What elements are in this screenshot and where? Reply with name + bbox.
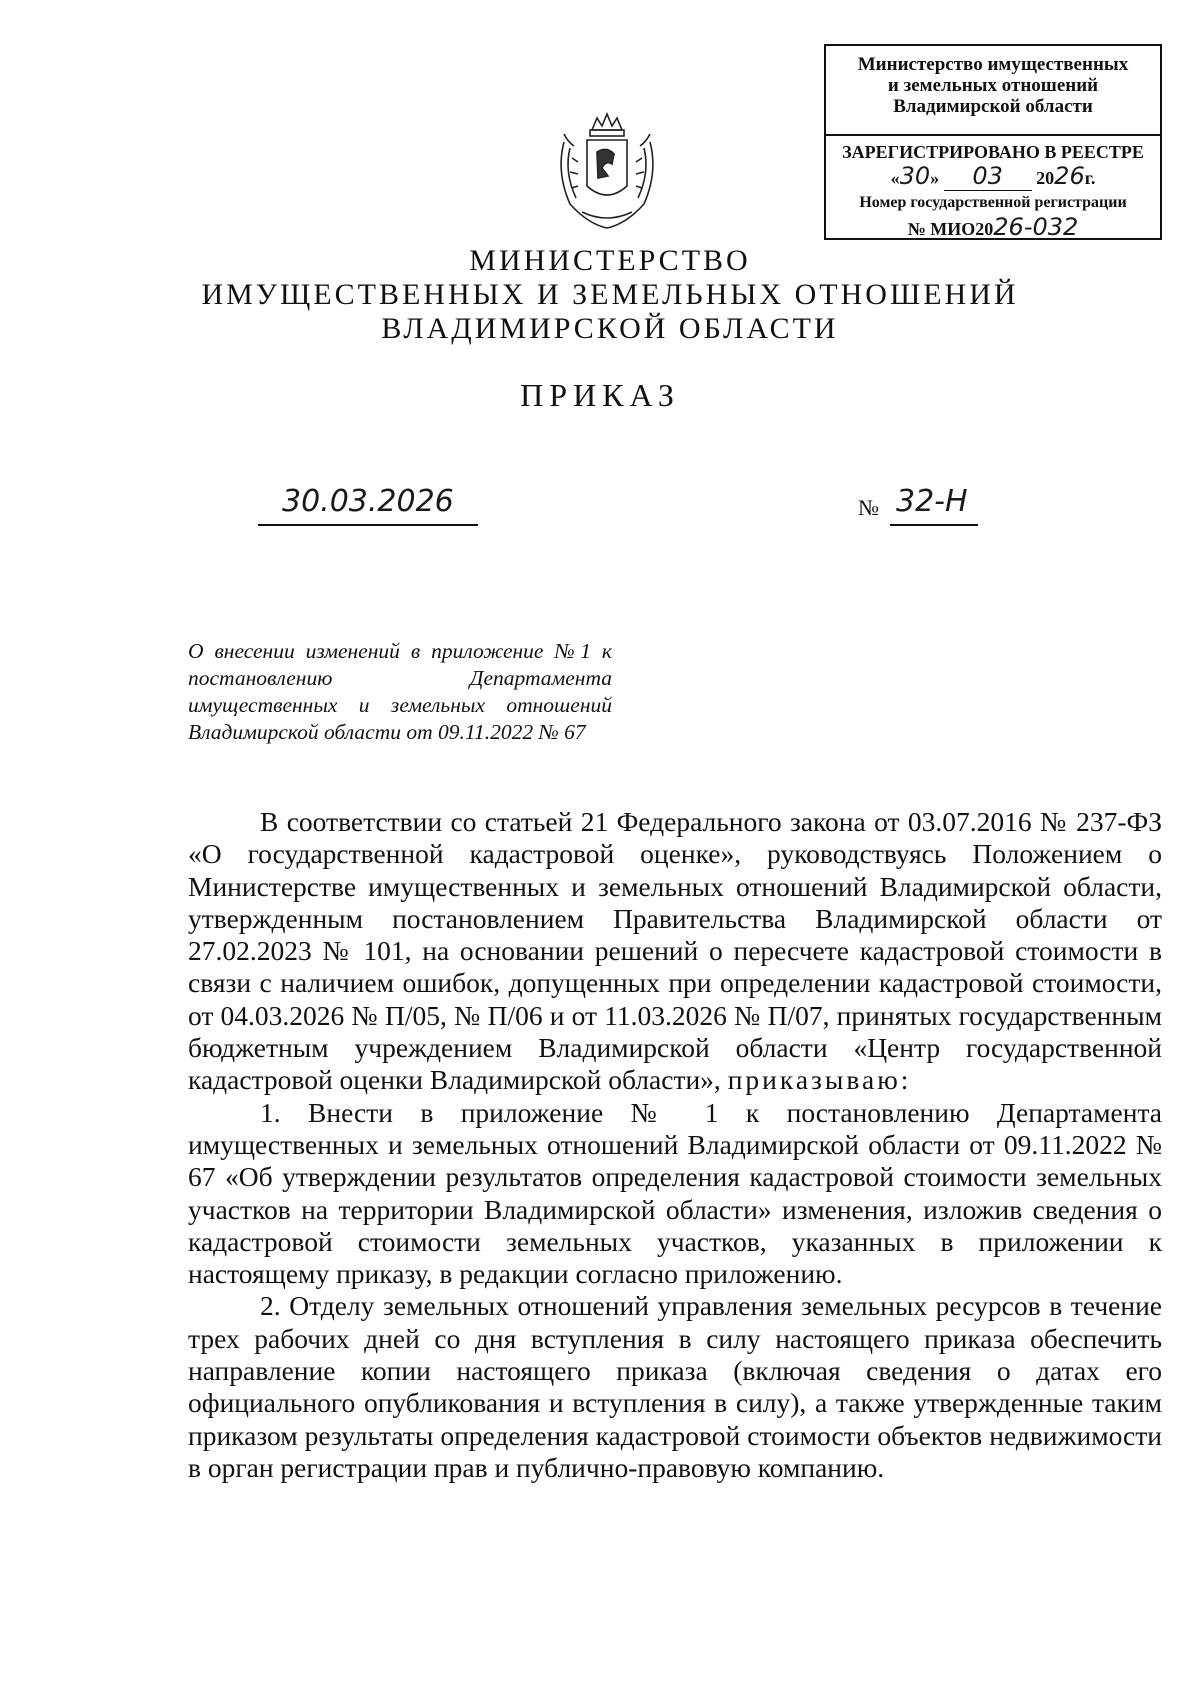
order-date-value: 30.03.2026 [282, 484, 454, 519]
stamp-year-unit: г. [1084, 168, 1096, 188]
ministry-name [150, 244, 1070, 346]
stamp-reg-number-label: Номер государственной регистрации [859, 194, 1127, 211]
order-number [890, 486, 978, 526]
order-date [258, 486, 478, 526]
stamp-reg-prefix: № МИО20 [907, 219, 994, 239]
stamp-year-prefix: 20 [1036, 168, 1055, 188]
stamp-date: «30» 03 2026г. [890, 162, 1096, 190]
stamp-org-line3: Владимирской области [893, 96, 1093, 117]
paragraph-item-1: 1. Внести в приложение № 1 к постановлению Департамента имущественных и земельных отношений Владимирской области от 09.11.2022 № 67 «Об утверждении результатов определения кадастровой стоимости земельных участков на территории Владимирской области» изменения, изложив сведения о кадастровой стоимости земельных участков, указанных в приложении к настоящему приказу, в редакции согласно приложению. [188, 1096, 1162, 1290]
registration-stamp [824, 44, 1162, 240]
stamp-day: 30 [899, 162, 931, 190]
stamp-registered-label: ЗАРЕГИСТРИРОВАНО В РЕЕСТРЕ [842, 142, 1144, 162]
preamble-command: приказываю: [727, 1064, 912, 1096]
stamp-year-suffix: 26 [1054, 162, 1085, 190]
document-body [188, 806, 1162, 1484]
document-type: ПРИКАЗ [520, 377, 680, 413]
order-number-value: 32-Н [896, 484, 968, 519]
preamble-text: В соответствии со статьей 21 Федерального закона от 03.07.2016 № 237-ФЗ «О государственной кадастровой оценке», руководствуясь Положением о Министерстве имущественных и земельных отношений Владимирской области, утвержденным постановлением Правительства Владимирской области от 27.02.2023 № 101, на основании решений о пересчете кадастровой стоимости в связи с наличием ошибок, допущенных при определении кадастровой стоимости, от 04.03.2026 № П/05, № П/06 и от 11.03.2026 № П/07, принятых государственным бюджетным учреждением Владимирской области «Центр государственной кадастровой оценки Владимирской области», [188, 806, 1162, 1096]
stamp-reg-number-hand: 26-032 [993, 213, 1079, 241]
ministry-line2: ИМУЩЕСТВЕННЫХ И ЗЕМЕЛЬНЫХ ОТНОШЕНИЙ [201, 278, 1019, 311]
stamp-registration [830, 140, 1156, 241]
stamp-reg-number [830, 215, 1156, 241]
order-number-label: № [858, 495, 879, 520]
stamp-organization [826, 46, 1160, 136]
paragraph-item-2: 2. Отделу земельных отношений управления земельных ресурсов в течение трех рабочих дней со дня вступления в силу настоящего приказа обеспечить направление копии настоящего приказа (включая сведения о датах его официального опубликования и вступления в силу), а также утвержденные таким приказом результаты определения кадастровой стоимости объектов недвижимости в орган регистрации прав и публично-правовую компанию. [188, 1290, 1162, 1483]
stamp-org-line2: и земельных отношений [887, 75, 1099, 96]
ministry-line3: ВЛАДИМИРСКОЙ ОБЛАСТИ [381, 312, 839, 345]
document-subject: О внесении изменений в приложение №1 к постановлению Департамента имущественных и земельных отношений Владимирской области от 09.11.2022 № 67 [188, 639, 612, 744]
stamp-month: 03 [972, 162, 1003, 190]
coat-of-arms-emblem [552, 112, 662, 234]
stamp-org-line1: Министерство имущественных [857, 54, 1129, 75]
ministry-line1: МИНИСТЕРСТВО [469, 244, 751, 277]
paragraph-preamble [188, 806, 1162, 1097]
